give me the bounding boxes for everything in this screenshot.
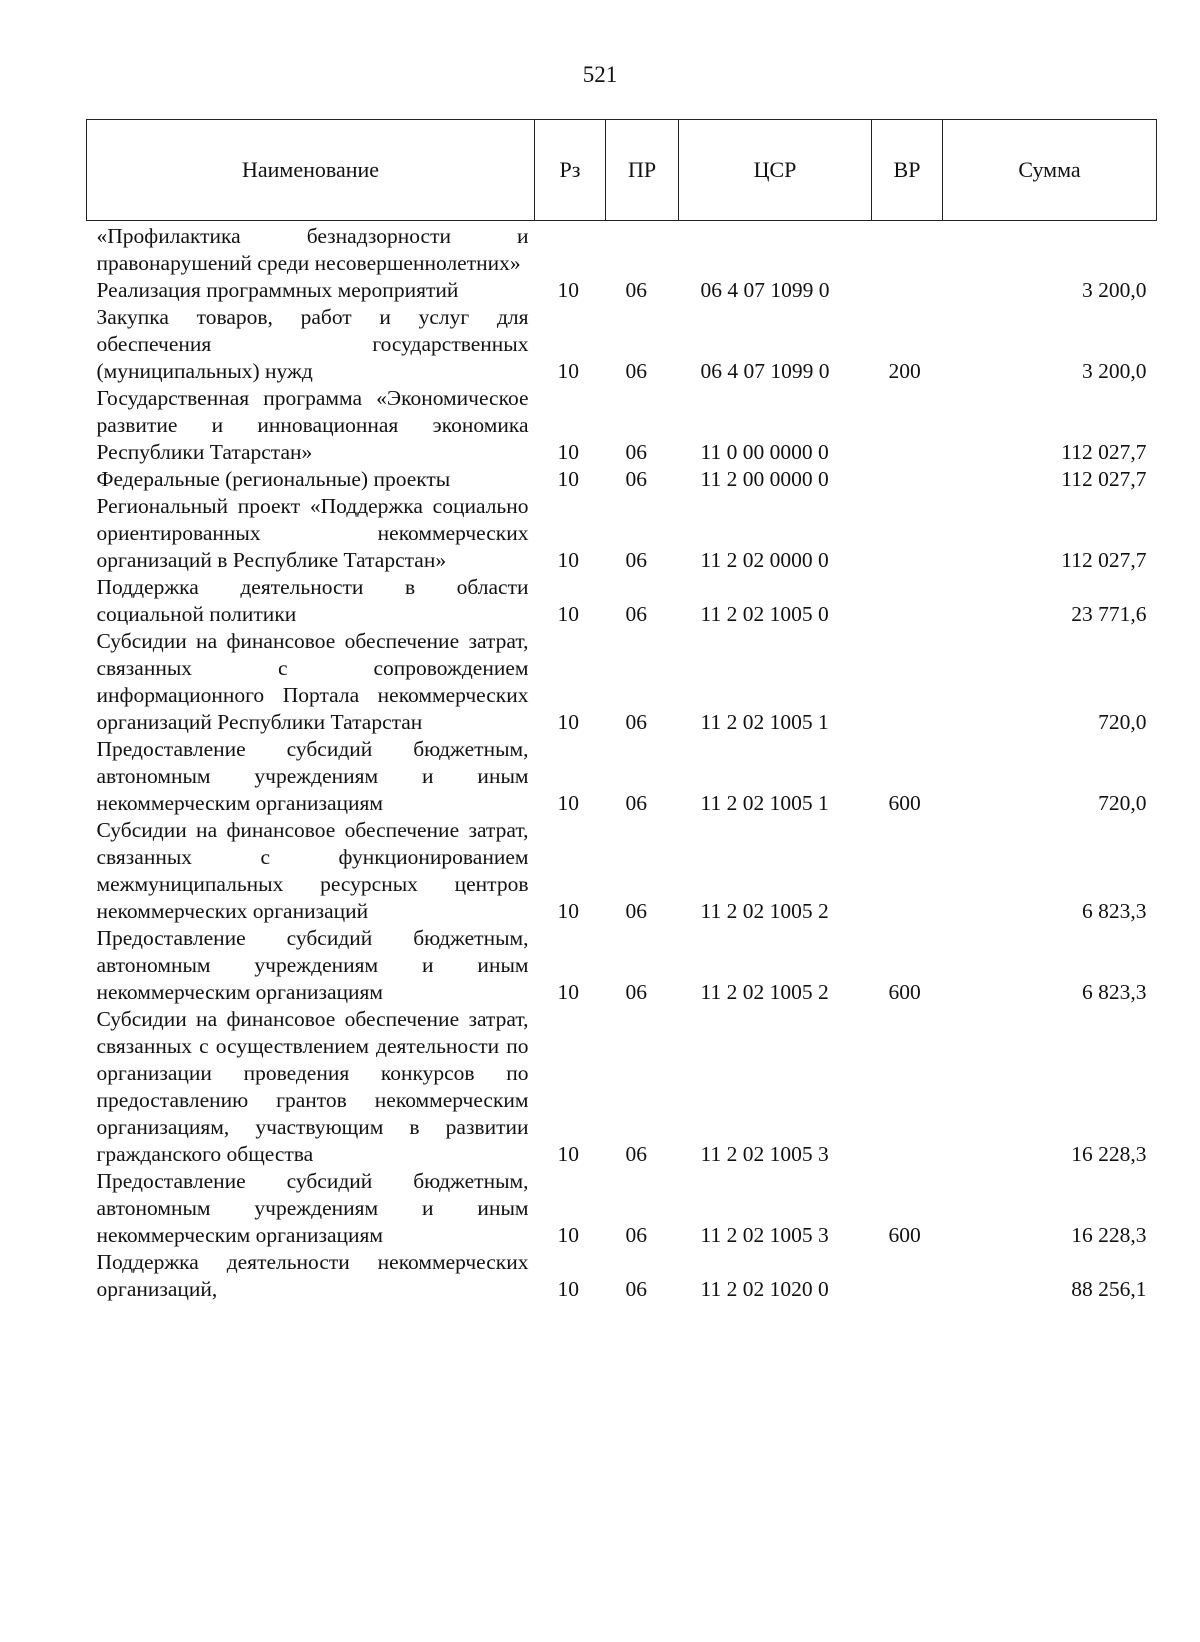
row-name-cell: Государственная программа «Экономическое развитие и инновационная экономика Республики Татарстан»: [96, 386, 529, 464]
row-pr-cell: 06: [625, 602, 647, 626]
row-sum-cell: 3 200,0: [1082, 359, 1147, 383]
row-rz-cell: 10: [557, 440, 579, 464]
row-name-cell: Реализация программных мероприятий: [96, 278, 459, 302]
table-row: [87, 277, 1157, 304]
row-vr-cell: [872, 628, 943, 736]
row-pr-cell: 06: [625, 278, 647, 302]
row-name-cell: Субсидии на финансовое обеспечение затрат, связанных с осуществлением деятельности по организации проведения конкурсов по предоставлению грантов некоммерческим организациям, участвующим в развитии гражданского общества: [96, 1007, 529, 1166]
row-vr-cell: 600: [888, 1223, 921, 1247]
row-rz-cell: 10: [557, 710, 579, 734]
row-pr-cell: 06: [625, 899, 647, 923]
row-sum-cell: 720,0: [1098, 791, 1147, 815]
row-sum-cell: 6 823,3: [1082, 980, 1147, 1004]
row-vr-cell: [872, 817, 943, 925]
row-rz-cell: 10: [557, 467, 579, 491]
row-vr-cell: 600: [888, 791, 921, 815]
table-row: [87, 493, 1157, 574]
header-csr: ЦСР: [679, 120, 872, 221]
row-rz-cell: 10: [557, 602, 579, 626]
table-row: [87, 736, 1157, 817]
table-row: [87, 1006, 1157, 1168]
table-row: [87, 221, 1157, 278]
row-pr-cell: 06: [625, 548, 647, 572]
budget-table-container: [86, 119, 1156, 1303]
row-sum-cell: 3 200,0: [1082, 278, 1147, 302]
row-name-cell: Поддержка деятельности некоммерческих организаций,: [96, 1250, 529, 1301]
header-pr: ПР: [606, 120, 679, 221]
table-body: [87, 221, 1157, 1304]
row-pr-cell: 06: [625, 710, 647, 734]
row-vr-cell: [872, 221, 943, 278]
table-row: [87, 1249, 1157, 1303]
row-pr-cell: 06: [625, 1277, 647, 1301]
row-sum-cell: 112 027,7: [1061, 440, 1147, 464]
row-sum-cell: 720,0: [1098, 710, 1147, 734]
row-pr-cell: 06: [625, 1142, 647, 1166]
row-csr-cell: [679, 221, 872, 278]
row-rz-cell: 10: [557, 278, 579, 302]
row-rz-cell: 10: [557, 791, 579, 815]
row-name-cell: Предоставление субсидий бюджетным, автономным учреждениям и иным некоммерческим организациям: [96, 1169, 529, 1247]
row-sum-cell: 88 256,1: [1071, 1277, 1147, 1301]
header-vr: ВР: [872, 120, 943, 221]
row-name-cell: Федеральные (региональные) проекты: [96, 467, 451, 491]
row-name-cell: Предоставление субсидий бюджетным, автономным учреждениям и иным некоммерческим организациям: [96, 926, 529, 1004]
header-sum: Сумма: [943, 120, 1157, 221]
budget-table: [86, 119, 1157, 1303]
table-row: [87, 1168, 1157, 1249]
row-vr-cell: 600: [888, 980, 921, 1004]
row-sum-cell: 16 228,3: [1071, 1223, 1147, 1247]
table-row: [87, 385, 1157, 466]
row-csr-cell: 11 2 00 0000 0: [700, 467, 829, 491]
row-pr-cell: 06: [625, 791, 647, 815]
row-pr-cell: 06: [625, 440, 647, 464]
row-csr-cell: 11 2 02 1005 1: [700, 710, 829, 734]
row-pr-cell: 06: [625, 1223, 647, 1247]
row-csr-cell: 11 2 02 1005 1: [700, 791, 829, 815]
row-csr-cell: 11 2 02 1005 3: [700, 1223, 829, 1247]
row-sum-cell: 16 228,3: [1071, 1142, 1147, 1166]
row-rz-cell: 10: [557, 1142, 579, 1166]
header-name: Наименование: [87, 120, 535, 221]
table-row: [87, 628, 1157, 736]
row-vr-cell: 200: [888, 359, 921, 383]
table-row: [87, 925, 1157, 1006]
row-name-cell: Поддержка деятельности в области социальной политики: [96, 575, 529, 626]
table-row: [87, 817, 1157, 925]
row-vr-cell: [872, 1006, 943, 1168]
row-csr-cell: 06 4 07 1099 0: [700, 359, 830, 383]
row-pr-cell: 06: [625, 359, 647, 383]
row-sum-cell: 23 771,6: [1071, 602, 1147, 626]
row-rz-cell: [535, 221, 606, 278]
row-pr-cell: 06: [625, 980, 647, 1004]
row-csr-cell: 11 2 02 1005 2: [700, 980, 829, 1004]
row-csr-cell: 11 0 00 0000 0: [700, 440, 829, 464]
row-csr-cell: 06 4 07 1099 0: [700, 278, 830, 302]
row-name-cell: Региональный проект «Поддержка социально ориентированных некоммерческих организаций в Республике Татарстан»: [96, 494, 529, 572]
table-row: [87, 304, 1157, 385]
row-csr-cell: 11 2 02 0000 0: [700, 548, 829, 572]
table-header: [87, 120, 1157, 221]
row-csr-cell: 11 2 02 1020 0: [700, 1277, 829, 1301]
row-vr-cell: [872, 277, 943, 304]
row-csr-cell: 11 2 02 1005 0: [700, 602, 829, 626]
row-name-cell: Субсидии на финансовое обеспечение затрат, связанных с сопровождением информационного Портала некоммерческих организаций Республики Татарстан: [96, 629, 529, 734]
row-sum-cell: 112 027,7: [1061, 548, 1147, 572]
row-rz-cell: 10: [557, 548, 579, 572]
row-sum-cell: [943, 221, 1157, 278]
table-row: [87, 574, 1157, 628]
row-csr-cell: 11 2 02 1005 3: [700, 1142, 829, 1166]
row-rz-cell: 10: [557, 980, 579, 1004]
row-sum-cell: 6 823,3: [1082, 899, 1147, 923]
row-pr-cell: 06: [625, 467, 647, 491]
row-vr-cell: [872, 493, 943, 574]
page-number: 521: [582, 62, 618, 87]
header-rz: Рз: [535, 120, 606, 221]
table-row: [87, 466, 1157, 493]
row-name-cell: «Профилактика безнадзорности и правонарушений среди несовершеннолетних»: [96, 224, 529, 275]
row-pr-cell: [606, 221, 679, 278]
row-vr-cell: [872, 466, 943, 493]
row-vr-cell: [872, 574, 943, 628]
row-sum-cell: 112 027,7: [1061, 467, 1147, 491]
row-vr-cell: [872, 385, 943, 466]
row-name-cell: Закупка товаров, работ и услуг для обеспечения государственных (муниципальных) нужд: [96, 305, 529, 383]
row-vr-cell: [872, 1249, 943, 1303]
row-name-cell: Предоставление субсидий бюджетным, автономным учреждениям и иным некоммерческим организациям: [96, 737, 529, 815]
row-rz-cell: 10: [557, 1277, 579, 1301]
row-name-cell: Субсидии на финансовое обеспечение затрат, связанных с функционированием межмуниципальных ресурсных центров некоммерческих организаций: [96, 818, 529, 923]
row-csr-cell: 11 2 02 1005 2: [700, 899, 829, 923]
row-rz-cell: 10: [557, 1223, 579, 1247]
row-rz-cell: 10: [557, 359, 579, 383]
row-rz-cell: 10: [557, 899, 579, 923]
